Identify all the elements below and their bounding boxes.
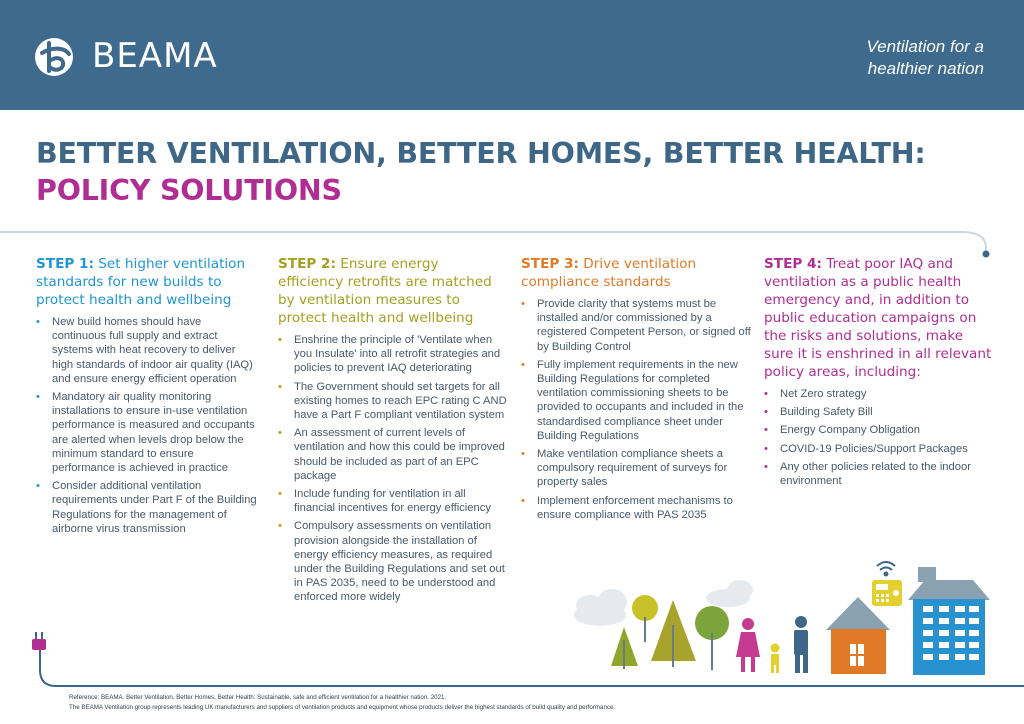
child-icon — [771, 644, 780, 674]
bullet-icon: • — [278, 334, 282, 346]
step-2-title: Ensure energy efficiency retrofits are matched by ventilation measures to protect health and wellbeing — [278, 256, 492, 326]
person-icon — [736, 618, 760, 672]
step-4-heading — [764, 255, 994, 381]
list-item — [278, 519, 508, 604]
person-icon — [794, 616, 808, 673]
step-3-list — [521, 297, 751, 522]
step-2-column — [278, 255, 508, 609]
list-item-text: Building Safety Bill — [780, 406, 873, 419]
thermostat-icon — [872, 580, 902, 606]
list-item-text: COVID-19 Policies/Support Packages — [780, 442, 968, 455]
step-1-heading — [36, 255, 258, 309]
list-item-text: Fully implement requirements in the new Building Regulations for completed ventilation commissioning sheets to be provided to occupants and included in the standardised compliance sheet under Building Regulations — [537, 358, 744, 442]
list-item — [521, 358, 751, 443]
beama-logo-icon — [30, 32, 82, 82]
tree-icon — [611, 627, 638, 669]
step-2-label: STEP 2: — [278, 256, 336, 272]
list-item — [764, 405, 994, 419]
step-4-label: STEP 4: — [764, 256, 822, 272]
list-item-text: Enshrine the principle of 'Ventilate when you Insulate' into all retrofit strategies and policies to prevent IAQ deteriorating — [294, 334, 501, 375]
list-item — [36, 479, 258, 536]
bullet-icon: • — [36, 316, 40, 328]
step-1-title: Set higher ventilation standards for new builds to protect health and wellbeing — [36, 256, 246, 308]
list-item — [278, 426, 508, 483]
list-item — [278, 380, 508, 423]
list-item-text: The Government should set targets for all existing homes to reach EPC rating C AND have a Part F compliant ventilation system — [294, 380, 507, 422]
tree-icon — [651, 600, 696, 667]
tagline-line-2: healthier nation — [867, 59, 984, 78]
step-4-title: Treat poor IAQ and ventilation as a public health emergency and, in addition to public education campaigns on the risks and solutions, make sure it is enshrined in all relevant policy areas, including: — [764, 256, 992, 380]
list-item — [278, 487, 508, 515]
bullet-icon: • — [764, 424, 768, 437]
list-item-text: Include funding for ventilation in all financial incentives for energy efficiency — [294, 488, 491, 515]
reference-note: Reference: BEAMA. Better Ventilation, Better Homes, Better Health: Sustainable, safe and efficient ventilation for a healthier nation. 2021. — [69, 694, 447, 701]
list-item-text: Energy Company Obligation — [780, 424, 920, 437]
list-item-text: Implement enforcement mechanisms to ensure compliance with PAS 2035 — [537, 494, 733, 521]
step-4-list — [764, 387, 994, 488]
step-2-heading — [278, 255, 508, 327]
list-item-text: Make ventilation compliance sheets a compulsory requirement of surveys for property sales — [537, 448, 728, 489]
bullet-icon: • — [764, 406, 768, 419]
step-2-list — [278, 333, 508, 605]
divider-line — [0, 232, 986, 252]
list-item — [764, 442, 994, 456]
logo-wordmark: BEAMA — [92, 36, 218, 76]
list-item-text: New build homes should have continuous full supply and extract systems with heat recovery to deliver high standards of indoor air quality (IAQ) and ensure energy efficient operation — [52, 316, 253, 385]
list-item-text: Provide clarity that systems must be installed and/or commissioned by a registered Competent Person, or signed off by Building Control — [537, 298, 751, 353]
cloud-icon — [574, 580, 753, 626]
list-item — [521, 447, 751, 490]
list-item-text: Consider additional ventilation requirements under Part F of the Building Regulations for the management of airborne virus transmission — [52, 480, 257, 535]
step-3-label: STEP 3: — [521, 256, 579, 272]
list-item — [521, 494, 751, 522]
page-title: BETTER VENTILATION, BETTER HOMES, BETTER HEALTH: — [36, 137, 926, 170]
list-item — [764, 423, 994, 437]
list-item-text: Compulsory assessments on ventilation provision alongside the installation of energy efficiency measures, as required under the Building Regulations and set out in PAS 2035, need to be understood and enforced more widely — [294, 520, 505, 604]
house-icon — [826, 597, 890, 674]
step-3-column — [521, 255, 751, 526]
wifi-icon — [877, 562, 895, 576]
list-item — [521, 297, 751, 354]
bullet-icon: • — [278, 520, 282, 533]
bullet-icon: • — [521, 494, 525, 507]
header-banner — [0, 0, 1024, 110]
tree-icon — [632, 595, 658, 642]
list-item-text: Net Zero strategy — [780, 388, 867, 400]
tagline — [784, 36, 984, 80]
page-subtitle: POLICY SOLUTIONS — [36, 174, 342, 207]
step-4-column — [764, 255, 994, 492]
bullet-icon: • — [36, 391, 40, 404]
tree-icon — [695, 606, 729, 670]
list-item — [36, 390, 258, 475]
about-note: The BEAMA Ventilation group represents leading UK manufacturers and suppliers of ventilation products and equipment whose products deliver the highest standards of build quality and performance. — [69, 704, 616, 711]
step-3-title: Drive ventilation compliance standards — [521, 256, 697, 290]
list-item-text: Any other policies related to the indoor environment — [780, 460, 971, 488]
list-item — [764, 460, 994, 488]
bottom-line — [40, 650, 1024, 686]
bullet-icon: • — [521, 358, 525, 371]
step-1-column — [36, 255, 258, 540]
list-item-text: Mandatory air quality monitoring installations to ensure in-use ventilation performance is measured and occupants are alerted when levels drop below the minimum standard to ensure performance is achieved in practice — [52, 391, 255, 475]
bullet-icon: • — [764, 442, 768, 455]
apartment-building-icon — [908, 567, 990, 675]
step-1-list — [36, 315, 258, 536]
bullet-icon: • — [764, 460, 768, 473]
bullet-icon: • — [278, 427, 282, 440]
beama-logo[interactable] — [30, 32, 230, 82]
list-item — [764, 387, 994, 401]
step-3-heading — [521, 255, 751, 291]
bullet-icon: • — [278, 380, 282, 393]
bullet-icon: • — [278, 488, 282, 501]
tagline-line-1: Ventilation for a — [866, 37, 984, 56]
bullet-icon: • — [521, 448, 525, 461]
step-1-label: STEP 1: — [36, 256, 94, 272]
plug-icon — [32, 632, 46, 650]
bullet-icon: • — [764, 388, 768, 400]
list-item — [278, 333, 508, 376]
list-item — [36, 315, 258, 386]
list-item-text: An assessment of current levels of ventilation and how this could be improved should be included as part of an EPC package — [294, 427, 505, 482]
bullet-icon: • — [521, 298, 525, 310]
footer-notes — [69, 693, 615, 713]
bullet-icon: • — [36, 480, 40, 493]
